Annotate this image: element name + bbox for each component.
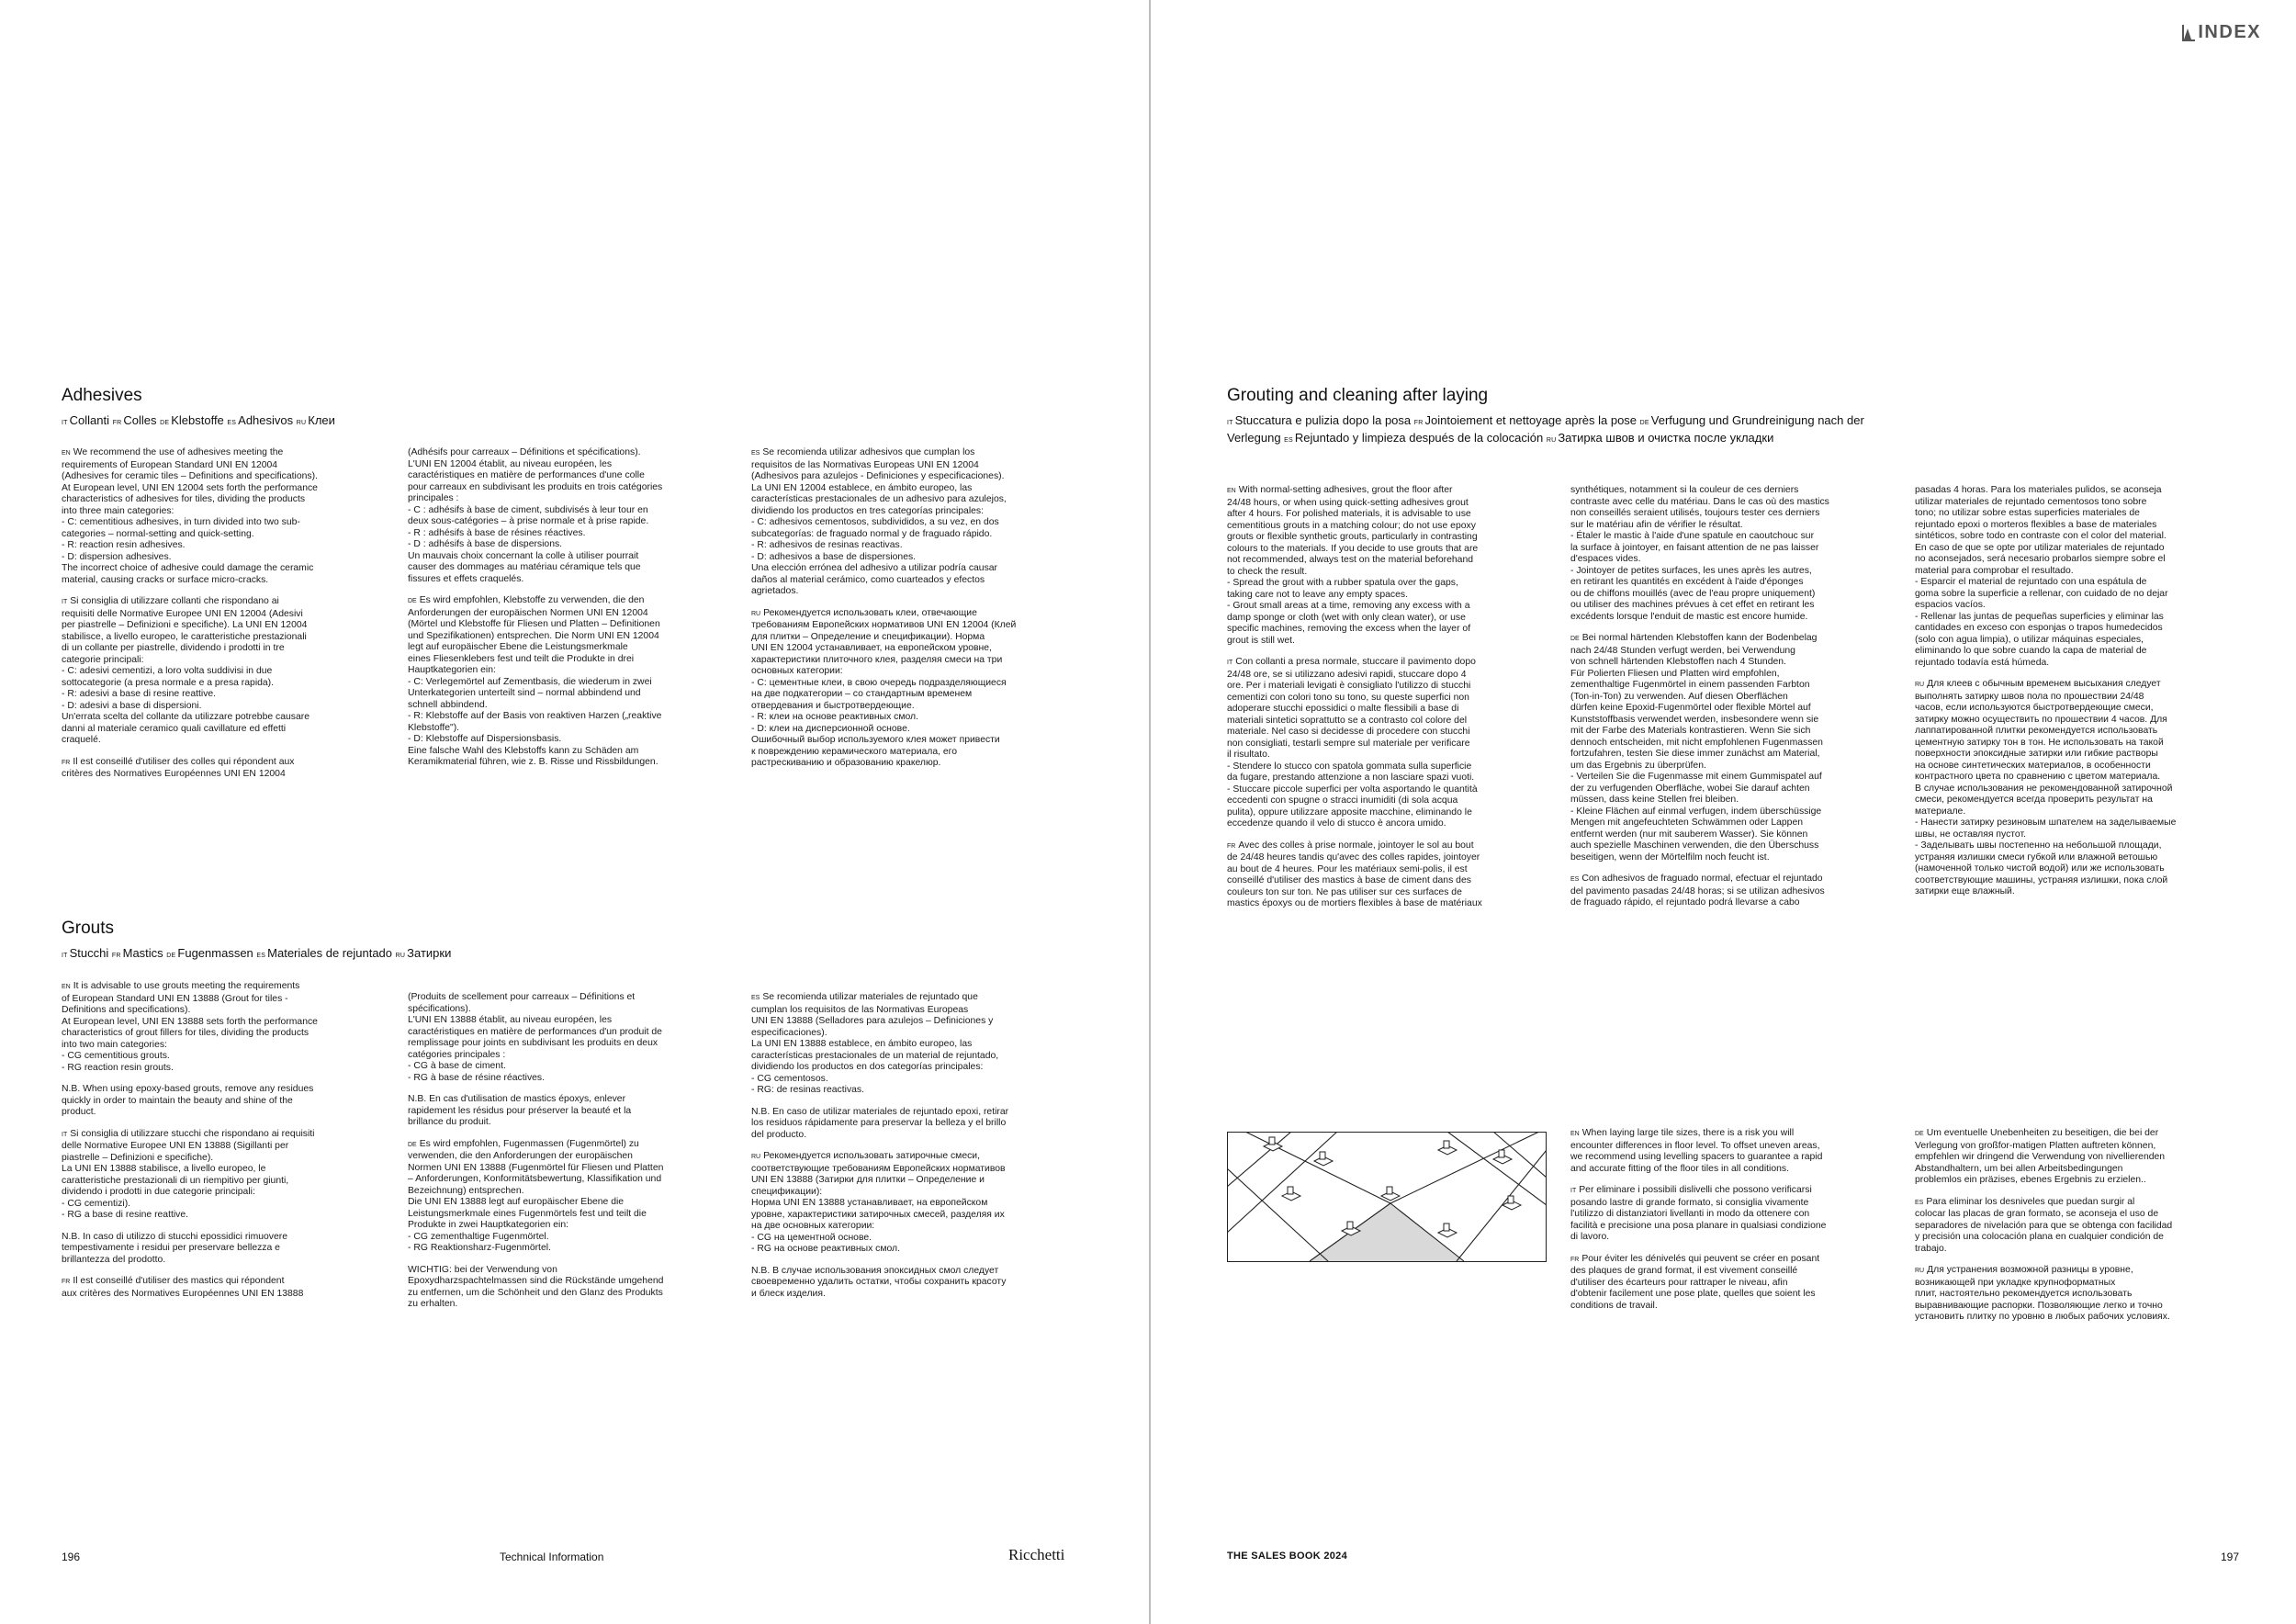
paragraph-text: Il est conseillé d'utiliser des mastics qui répondent aux critères des Normatives Européennes UNI EN 13888: [62, 1276, 304, 1299]
paragraph: [751, 1266, 1082, 1301]
paragraph: [1227, 485, 1558, 647]
paragraph: [1570, 1128, 1901, 1175]
brand-logo: Ricchetti: [1008, 1546, 1065, 1563]
subtitle-translation: Fugenmassen: [177, 946, 257, 960]
paragraph-text: N.B. When using epoxy-based grouts, remove any residues quickly in order to maintain the beauty and shine of the product.: [62, 1084, 314, 1117]
adhesives-column-3: [751, 447, 1082, 780]
subtitle-translation: Клеи: [308, 413, 335, 427]
paragraph: [751, 992, 1082, 1097]
subtitle-translation: Klebstoffe: [171, 413, 228, 427]
language-tag: DE: [1915, 1131, 1924, 1137]
paragraph-text: With normal-setting adhesives, grout the floor after 24/48 hours, or when using quick-setting adhesives grout after 4 hours. For polished materials, it is advisable to use cementitious grouts in a matching colour; do not use epoxy grouts or flexible synthetic grouts, particularly in contrasting colours to the materials. If you decide to use grouts that are not recommended, always test on the material beforehand to check the result. - Spread the grout with a rubber spatula over the gaps, taking care not to leave any empty spaces. - Grout small areas at a time, removing any excess with a damp sponge or cloth (wet with only clean water), or use specific machines, removing the excess when the layer of grout is still wet.: [1227, 485, 1479, 646]
grouts-column-1: [62, 981, 392, 1310]
paragraph: [408, 1265, 738, 1311]
index-label: INDEX: [2198, 22, 2261, 42]
language-tag: FR: [111, 953, 121, 959]
paragraph: [1915, 485, 2245, 669]
grouting-column-1: [1227, 485, 1558, 920]
language-tag: IT: [1570, 1188, 1577, 1194]
language-tag: RU: [395, 953, 406, 959]
paragraph: [1227, 657, 1558, 830]
paragraph: [408, 1139, 738, 1255]
grouts-title: Grouts: [62, 919, 115, 938]
paragraph: [751, 1107, 1082, 1142]
paragraph: [62, 596, 392, 747]
paragraph-text: pasadas 4 horas. Para los materiales pulidos, se aconseja utilizar materiales de rejuntado cementosos tono sobre tono; no utilizar sobre estas superficies materiales de rejuntado epoxi o morteros flexibles a base de materiales sintéticos, sobre todo en contraste con el color del material. En caso de que se opte por utilizar materiales de rejuntado no aconsejados, será necesario probarlos siempre sobre el material para comprobar el resultado. - Esparcir el material de rejuntado con una espátula de goma sobre la superficie a rellenar, con cuidado de no dejar espacios vacíos. - Rellenar las juntas de pequeñas superficies y eliminar las cantidades en exceso con esponjas o trapos humedecidos (solo con agua limpia), o utilizar máquinas especiales, eliminando lo que sobre cuando la capa de material de rejuntado todavía está húmeda.: [1915, 485, 2168, 668]
language-tag: ES: [1284, 437, 1293, 444]
paragraph: [1915, 679, 2245, 898]
paragraph-text: Es wird empfohlen, Klebstoffe zu verwenden, die den Anforderungen der europäischen Normen UNI EN 12004 (Mörtel und Klebstoffe für Fliesen und Platten – Definitionen und Spezifikationen) entsprechen. Die Norm UNI EN 12004 legt auf europäischer Ebene die Leistungsmerkmale eines Fliesenklebers fest und teilt die Produkte in drei Hauptkategorien ein: - C: Verlegemörtel auf Zementbasis, die wiederum in zwei Unterkategorien unterteilt sind – normal abbindend und schnell abbindend. - R: Klebstoffe auf der Basis von reaktiven Harzen („reaktive Klebstoffe"). - D: Klebstoffe auf Dispersionsbasis. Eine falsche Wahl des Klebstoffs kann zu Schäden am Keramikmaterial führen, wie z. B. Risse und Rissbildungen.: [408, 595, 662, 767]
adhesives-title: Adhesives: [62, 386, 142, 405]
language-tag: RU: [1915, 1268, 1925, 1274]
language-tag: ES: [227, 420, 237, 426]
grouts-subtitle: [62, 946, 704, 964]
language-tag: EN: [1227, 488, 1236, 494]
subtitle-translation: Stuccatura e pulizia dopo la posa: [1234, 413, 1414, 427]
subtitle-translation: Stucchi: [69, 946, 112, 960]
paragraph-text: Рекомендуется использовать затирочные смеси, соответствующие требованиям Европейских нормативов UNI EN 13888 (Затирки для плитки – Определение и спецификации): Норма UNI EN 13888 устанавливает, на европейском уровне, характеристики затирочных смесей, разделяя их на две основных категории: - CG на цементной основе. - RG на основе реактивных смол.: [751, 1151, 1006, 1254]
paragraph: [408, 595, 738, 769]
paragraph: [62, 1232, 392, 1267]
paragraph: [1915, 1265, 2245, 1324]
language-tag: FR: [1413, 420, 1424, 426]
subtitle-translation: Verfugung und Grundreinigung nach der Verlegung: [1227, 413, 1864, 445]
language-tag: IT: [1227, 660, 1233, 666]
paragraph: [1570, 1254, 1901, 1313]
paragraph-text: synthétiques, notamment si la couleur de ces derniers contraste avec celle du matériau. Dans le cas où des mastics non conseillés seraient utilisés, toujours tester ces derniers sur le matériau afin de vérifier le résultat. - Étaler le mastic à l'aide d'une spatule en caoutchouc sur la surface à jointoyer, en faisant attention de ne pas laisser d'espaces vides. - Jointoyer de petites surfaces, les unes après les autres, en retirant les quantités en excédent à l'aide d'éponges ou de chiffons mouillés (avec de l'eau propre uniquement) ou utiliser des machines prévues à cet effet en retirant les excédents lorsque l'enduit de mastic est encore humide.: [1570, 485, 1829, 622]
right-page: [1150, 0, 2296, 1624]
page-number-left: 196: [62, 1551, 81, 1563]
language-tag: IT: [62, 420, 68, 426]
paragraph: [62, 447, 392, 586]
paragraph-text: N.B. En caso de utilizar materiales de rejuntado epoxi, retirar los residuos rápidamente para preservar la belleza y el brillo del producto.: [751, 1106, 1009, 1140]
footer-section-label: Technical Information: [500, 1551, 604, 1563]
language-tag: ES: [1570, 876, 1580, 883]
grouting-title: Grouting and cleaning after laying: [1227, 386, 1489, 405]
language-tag: ES: [1915, 1199, 1924, 1206]
grouts-column-3: [751, 992, 1082, 1310]
paragraph: [62, 981, 392, 1074]
paragraph-text: Es wird empfohlen, Fugenmassen (Fugenmörtel) zu verwenden, die den Anforderungen der europäischen Normen UNI EN 13888 (Fugenmörtel für Fliesen und Platten – Anforderungen, Konformitätsbewertung, Klassifikation und Bezeichnung) entsprechen. Die UNI EN 13888 legt auf europäischer Ebene die Leistungsmerkmale eines Fugenmörtels fest und teilt die Produkte in zwei Hauptkategorien ein: - CG zementhaltige Fugenmörtel. - RG Reaktionsharz-Fugenmörtel.: [408, 1138, 664, 1253]
paragraph-text: Se recomienda utilizar adhesivos que cumplan los requisitos de las Normativas Europeas UNI EN 12004 (Adhesivos para azulejos - Definiciones y especificaciones). La UNI EN 12004 establece, en ámbito europeo, las características prestacionales de un adhesivo para azulejos, dividiendo los productos en tres categorías principales: - C: adhesivos cementosos, subdivididos, a su vez, en dos subcategorías: de fraguado normal y de fraguado rápido. - R: adhesivos de resinas reactivas. - D: adhesivos a base de dispersiones. Una elección errónea del adhesivo a utilizar podría causar daños al material cerámico, como cuarteados y efectos agrietados.: [751, 447, 1007, 596]
subtitle-translation: Rejuntado y limpieza después de la colocación: [1294, 431, 1547, 445]
language-tag: DE: [1570, 636, 1580, 642]
paragraph-text: Avec des colles à prise normale, jointoyer le sol au bout de 24/48 heures tandis qu'avec des colles rapides, jointoyer au bout de 4 heures. Pour les matériaux semi-polis, il est conseillé d'utiliser des mastics à base de ciment dans des couleurs ton sur ton. Ne pas utiliser sur ces surfaces de mastics époxys ou de mortiers flexibles à base de matériaux: [1227, 840, 1482, 908]
paragraph-text: Se recomienda utilizar materiales de rejuntado que cumplan los requisitos de las Normativas Europeas UNI EN 13888 (Selladores para azulejos – Definiciones y especificaciones). La UNI EN 13888 establece, en ámbito europeo, las características prestacionales de un material de rejuntado, dividiendo los productos en dos categorías principales: - CG cementosos. - RG: de resinas reactivas.: [751, 992, 999, 1095]
language-tag: IT: [62, 599, 68, 605]
language-tag: DE: [408, 598, 417, 604]
paragraph: [1227, 840, 1558, 910]
paragraph-text: N.B. In caso di utilizzo di stucchi epossidici rimuovere tempestivamente i residui per preservare bellezza e brillantezza del prodotto.: [62, 1231, 288, 1265]
paragraph-text: Per eliminare i possibili dislivelli che possono verificarsi posando lastre di grande formato, si consiglia vivamente l'utilizzo di distanziatori livellanti in modo da ottenere con facilità e precisione una posa planare in qualsiasi condizione di lavoro.: [1570, 1185, 1827, 1242]
language-tag: DE: [160, 420, 170, 426]
paragraph-text: (Produits de scellement pour carreaux – Définitions et spécifications). L'UNI EN 13888 établit, au niveau européen, les caractéristiques en matière de performances d'un produit de remplissage pour joints en subdivisant les produits en deux catégories principales : - CG à base de ciment. - RG à base de résine réactives.: [408, 992, 662, 1083]
paragraph-text: Si consiglia di utilizzare collanti che rispondano ai requisiti delle Normative Europee UNI EN 12004 (Adesivi per piastrelle – Definizioni e specifiche). La UNI EN 12004 stabilisce, a livello europeo, le caratteristiche prestazionali di un collante per piastrelle, dividendo i prodotti in tre categorie principali: - C: adesivi cementizi, a loro volta suddivisi in due sottocategorie (a presa normale e a presa rapida). - R: adesivi a base di resine reattive. - D: adesivi a base di dispersioni. Un'errata scelta del collante da utilizzare potrebbe causare danni al materiale ceramico quali cavillature ed effetti craquelé.: [62, 596, 310, 745]
paragraph: [62, 757, 392, 781]
subtitle-translation: Collanti: [69, 413, 113, 427]
language-tag: DE: [1639, 420, 1649, 426]
language-tag: FR: [112, 420, 122, 426]
grouts-column-2: [408, 992, 738, 1321]
leveling-spacers-illustration: [1227, 1132, 1547, 1262]
language-tag: IT: [62, 953, 68, 959]
language-tag: FR: [1227, 842, 1236, 850]
leveling-column-2: [1915, 1128, 2245, 1334]
adhesives-column-1: [62, 447, 392, 791]
paragraph: [1915, 1197, 2245, 1256]
paragraph-text: Il est conseillé d'utiliser des colles qui répondent aux critères des Normatives Européennes UNI EN 12004: [62, 756, 295, 779]
paragraph: [1570, 874, 1901, 909]
paragraph: [751, 608, 1082, 770]
language-tag: RU: [751, 610, 761, 617]
paragraph: [408, 447, 738, 585]
grouting-subtitle: [1227, 413, 1870, 448]
subtitle-translation: Mastics: [122, 946, 167, 960]
paragraph: [62, 1276, 392, 1300]
paragraph: [751, 1151, 1082, 1256]
paragraph: [1570, 633, 1901, 863]
paragraph-text: Para eliminar los desniveles que puedan surgir al colocar las placas de gran formato, se aconseja el uso de separadores de nivelación para que se obtenga con facilidad y precisión una colocación plana en cualquier condición de trabajo.: [1915, 1196, 2173, 1254]
paragraph-text: (Adhésifs pour carreaux – Définitions et spécifications). L'UNI EN 12004 établit, au niveau européen, les caractéristiques en matière de performances d'une colle pour carreaux en subdivisant les produits en trois catégories principales : - C : adhésifs à base de ciment, subdivisés à leur tour en deux sous-catégories – à prise normale et à prise rapide. - R : adhésifs à base de résines réactives. - D : adhésifs à base de dispersions. Un mauvais choix concernant la colle à utiliser pourrait causer des dommages au matériau céramique tels que fissures et effets craquelés.: [408, 447, 663, 584]
grouting-column-3: [1915, 485, 2245, 908]
paragraph-text: Con collanti a presa normale, stuccare il pavimento dopo 24/48 ore, se si utilizzano adesivi rapidi, stuccare dopo 4 ore. Per i materiali levigati è consigliato l'utilizzo di stucchi cementizi con colori tono su tono, su queste superfici non adoperare stucchi epossidici o malte flessibili a base di materiali sintetici soprattutto se a contrasto col colore del materiale. Nel caso si decidesse di procedere con stucchi non consigliati, testarli sempre sul materiale per verificare il risultato. - Stendere lo stucco con spatola gommata sulla superficie da fugare, prestando attenzione a non lasciare spazi vuoti. - Stuccare piccole superfici per volta asportando le quantità eccedenti con spugne o stracci inumiditi (di sola acqua pulita), oppure utilizzare apposite macchine, eliminando le eccedenze quando il velo di stucco è ancora umido.: [1227, 657, 1478, 829]
paragraph-text: Bei normal härtenden Klebstoffen kann der Bodenbelag nach 24/48 Stunden verfugt werden, bei Verwendung von schnell härtenden Klebstoffen nach 4 Stunden. Für Polierten Fliesen und Platten wird empfohlen, zementhaltige Fugenmörtel in einem passenden Farbton (Ton-in-Ton) zu verwenden. Auf diesen Oberflächen dürfen keine Epoxid-Fugenmörtel oder flexible Mörtel auf Kunststoffbasis verwendet werden, insbesondere wenn sie mit der Farbe des Materials kontrastieren. Wenn Sie sich dennoch entscheiden, mit nicht empfohlenen Fugenmassen fortzufahren, testen Sie diese immer zunächst am Material, um das Ergebnis zu überprüfen. - Verteilen Sie die Fugenmasse mit einem Gummispatel auf der zu verfugenden Oberfläche, wobei Sie darauf achten müssen, dass keine Stellen frei bleiben. - Kleine Flächen auf einmal verfugen, indem überschüssige Mengen mit angefeuchteten Schwämmen oder Lappen entfernt werden (nur mit sauberem Wasser). Sie können auch spezielle Maschinen verwenden, die den Überschuss beseitigen, wenn der Mörtelfilm noch feucht ist.: [1570, 633, 1823, 863]
paragraph-text: Для устранения возможной разницы в уровне, возникающей при укладке крупноформатных плит, настоятельно рекомендуется использовать выравнивающие распорки. Позволяющие легко и точно установить плитку по уровню в любых рабочих условиях.: [1915, 1265, 2170, 1322]
paragraph: [62, 1084, 392, 1119]
subtitle-translation: Materiales de rejuntado: [267, 946, 396, 960]
leveling-column-1: [1570, 1128, 1901, 1322]
language-tag: DE: [408, 1141, 417, 1148]
language-tag: RU: [751, 1154, 761, 1160]
language-tag: ES: [256, 953, 266, 959]
paragraph: [1570, 485, 1901, 623]
page-number-right: 197: [2220, 1551, 2239, 1563]
index-link[interactable]: [2179, 22, 2261, 43]
subtitle-translation: Colles: [123, 413, 161, 427]
paragraph-text: Si consiglia di utilizzare stucchi che rispondano ai requisiti delle Normative Europee UNI EN 13888 (Sigillanti per piastrelle – Definizioni e specifiche). La UNI EN 13888 stabilisce, a livello europeo, le caratteristiche prestazionali di un riempitivo per giunti, dividendo i prodotti in due categorie principali: - CG cementizi). - RG a base di resine reattive.: [62, 1128, 315, 1220]
language-tag: EN: [62, 450, 71, 457]
language-tag: ES: [751, 450, 760, 457]
paragraph-text: Um eventuelle Unebenheiten zu beseitigen, die bei der Verlegung von großfor-matigen Platten auftreten können, empfehlen wir dringend die Verwendung von nivellierenden Abstandhaltern, um bei allen Arbeitsbedingungen problemlos ein präzises, ebenes Ergebnis zu erzielen..: [1915, 1128, 2166, 1185]
subtitle-translation: Adhesivos: [238, 413, 297, 427]
paragraph-text: Рекомендуется использовать клеи, отвечающие требованиям Европейских нормативов UNI EN 12004 (Клей для плитки – Определение и спецификации). Норма UNI EN 12004 устанавливает, на европейском уровне, характеристики плиточного клея, разделяя смеси на три основных категории: - С: цементные клеи, в свою очередь подразделяющиеся на две подкатегории – со стандартным временем отвердевания и быстротвердеющие. - R: клеи на основе реактивных смол. - D: клеи на дисперсионной основе. Ошибочный выбор используемого клея может привести к повреждению керамического материала, его растрескиванию и образованию кракелюр.: [751, 607, 1017, 768]
paragraph-text: WICHTIG: bei der Verwendung von Epoxydharzspachtelmassen sind die Rückstände umgehend zu entfernen, um die Schönheit und den Glanz des Produkts zu erhalten.: [408, 1264, 664, 1309]
paragraph-text: Pour éviter les dénivelés qui peuvent se créer en posant des plaques de grand format, il est vivement conseillé d'utiliser des écarteurs pour rattraper le niveau, afin d'obtenir facilement une pose plate, quelles que soient les conditions de travail.: [1570, 1253, 1820, 1311]
book-title: THE SALES BOOK 2024: [1227, 1551, 1348, 1562]
paragraph-text: When laying large tile sizes, there is a risk you will encounter differences in floor level. To offset uneven areas, we recommend using levelling spacers to guarantee a rapid and accurate fitting of the floor tiles in all conditions.: [1570, 1128, 1823, 1174]
adhesives-column-2: [408, 447, 738, 779]
paragraph-text: We recommend the use of adhesives meeting the requirements of European Standard UNI EN 12004 (Adhesives for ceramic tiles – Definitions and specifications). At European level, UNI EN 12004 sets forth the performance characteristics of adhesives for tiles, dividing the products into three main categories: - C: cementitious adhesives, in turn divided into two sub- categories – normal-setting and quick-setting. - R: reaction resin adhesives. - D: dispersion adhesives. The incorrect choice of adhesive could damage the ceramic material, causing cracks or surface micro-cracks.: [62, 447, 318, 585]
paragraph: [408, 1094, 738, 1129]
language-tag: DE: [166, 953, 176, 959]
paragraph-text: N.B. En cas d'utilisation de mastics époxys, enlever rapidement les résidus pour préserver la beauté et la brillance du produit.: [408, 1094, 632, 1127]
paragraph: [1915, 1128, 2245, 1187]
language-tag: RU: [1915, 682, 1925, 688]
paragraph: [1570, 1185, 1901, 1244]
language-tag: EN: [1570, 1131, 1580, 1137]
paragraph-text: Для клеев с обычным временем высыхания следует выполнять затирку швов пола по прошествии 24/48 часов, если используются быстротвердеющие смеси, затирку можно осуществить по прошествии 4 часов. Для лаппатированной плитки рекомендуется использовать цементную затирку тон в тон. Не использовать на такой поверхности эпоксидные затирки или гибкие растворы на основе синтетических материалов, в особенности контрастного цвета по сравнению с цветом материала. В случае использования не рекомендованной затирочной смеси, рекомендуется всегда проверить результат на материале. - Нанести затирку резиновым шпателем на заделываемые швы, не оставляя пустот. - Заделывать швы постепенно на небольшой площади, устраняя излишки смеси губкой или влажной ветошью (намоченной только чистой водой) или же использовать соответствующие машины, устраняя излишки, пока слой затирки еще влажный.: [1915, 679, 2177, 897]
language-tag: ES: [751, 995, 760, 1001]
grouting-column-2: [1570, 485, 1901, 919]
paragraph: [62, 1129, 392, 1222]
paragraph: [751, 447, 1082, 598]
language-tag: FR: [62, 1279, 71, 1285]
subtitle-translation: Затирка швов и очистка после укладки: [1558, 431, 1774, 445]
index-triangle-icon: [2179, 23, 2196, 43]
language-tag: IT: [62, 1131, 68, 1138]
paragraph: [408, 992, 738, 1084]
language-tag: RU: [1546, 437, 1557, 444]
language-tag: EN: [62, 984, 71, 990]
language-tag: RU: [296, 420, 307, 426]
adhesives-subtitle: [62, 413, 704, 431]
paragraph-text: It is advisable to use grouts meeting the requirements of European Standard UNI EN 13888 (Grout for tiles - Definitions and specifications). At European level, UNI EN 13888 sets forth the performance characteristics of grout fillers for tiles, dividing the products into two main categories: - CG cementitious grouts. - RG reaction resin grouts.: [62, 981, 318, 1073]
paragraph-text: Con adhesivos de fraguado normal, efectuar el rejuntado del pavimento pasadas 24/48 horas; si se utilizan adhesivos de fraguado rápido, el rejuntado podrá llevarse a cabo: [1570, 874, 1825, 908]
subtitle-translation: Затирки: [407, 946, 452, 960]
language-tag: FR: [1570, 1256, 1580, 1263]
language-tag: IT: [1227, 420, 1233, 426]
subtitle-translation: Jointoiement et nettoyage après la pose: [1424, 413, 1640, 427]
language-tag: FR: [62, 759, 71, 766]
paragraph-text: N.B. В случае использования эпоксидных смол следует своевременно удалить остатки, чтобы сохранить красоту и блеск изделия.: [751, 1265, 1007, 1299]
